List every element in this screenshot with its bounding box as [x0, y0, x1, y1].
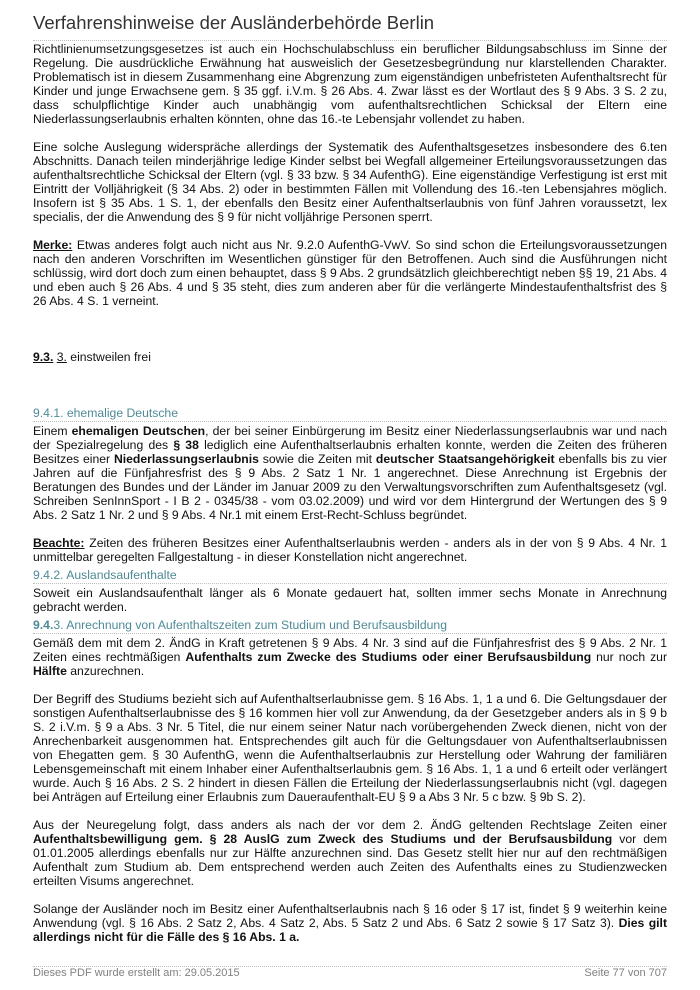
beachte-text: Zeiten des früheren Besitzes einer Aufenthaltserlaubnis werden - anders als in der von § 9 Abs. 4 Nr. 1 unmittelbar geregelten Fallgestaltung - in dieser Konstellation nicht angerechnet.	[33, 536, 667, 564]
paragraph-intro: Richtlinienumsetzungsgesetzes ist auch ein Hochschulabschluss ein beruflicher Bildungsabschluss im Sinne der Regelung. Die ausdrückliche Erwähnung hat ausweislich der Gesetzesbegründung nur klarstellenden Charakter. Problematisch ist in diesem Zusammenhang eine Abgrenzung zum eigenständigen unbefristeten Aufenthaltsrecht für Kinder und junge Erwachsene gem. § 35 ggf. i.V.m. § 26 Abs. 4. Zwar lässt es der Wortlaut des § 9 Abs. 3 S. 2 zu, dass schulpflichtige Kinder auch unabhängig vom aufenthaltsrechtlichen Schicksal der Eltern eine Niederlassungserlaubnis erhalten könnten, ohne das 16.-te Lebensjahr vollendet zu haben.	[33, 42, 667, 126]
paragraph-begriff-studium: Der Begriff des Studiums bezieht sich auf Aufenthaltserlaubnisse gem. § 16 Abs. 1, 1 a und 6. Die Geltungsdauer der sonstigen Aufenthaltserlaubnisse des § 16 kommen hier voll zur Anwendung, da der Gesetzgeber anders als in § 9 b S. 2 i.V.m. § 9 a Abs. 3 Nr. 5 Titel, die nur einem seiner Natur nach vorübergehenden Zweck dienen, nicht von der Anrechenbarkeit ausgenommen hat. Entsprechendes gilt auch für die Geltungsdauer von Aufenthaltserlaubnissen von Ehegatten gem. § 30 AufenthG, wenn die Aufenthaltserlaubnis zur Herstellung oder Wahrung der familiären Lebensgemeinschaft mit einem Inhaber einer Aufenthaltserlaubnis gem. § 16 Abs. 1, 1 a und 6 erteilt oder verlängert wurde. Auch § 16 Abs. 2 S. 2 hindert in diesen Fällen die Erteilung der Niederlassungserlaubnis nicht (vgl. dagegen bei Anträgen auf Erteilung einer Erlaubnis zum Daueraufenthalt-EU § 9 a Abs 3 Nr. 5 c bzw. § 9b S. 2).	[33, 692, 667, 804]
page-footer	[33, 966, 667, 979]
footer-page-number: Seite 77 von 707	[584, 967, 667, 979]
paragraph-merke	[33, 238, 667, 308]
section-9-3-sub: 3.	[56, 350, 67, 364]
paragraph-anrechnung: Gemäß dem mit dem 2. ÄndG in Kraft getretenen § 9 Abs. 4 Nr. 3 sind auf die Fünfjahresfrist des § 9 Abs. 2 Nr. 1 Zeiten eines rechtmäßigen Aufenthalts zum Zwecke des Studiums oder einer Berufsausbildung nur noch zur Hälfte anzurechnen.	[33, 636, 668, 678]
paragraph-beachte	[33, 536, 667, 564]
paragraph-solange: Solange der Ausländer noch im Besitz einer Aufenthaltserlaubnis nach § 16 oder § 17 ist, findet § 9 weiterhin keine Anwendung (vgl. § 16 Abs. 2 Satz 2, Abs. 4 Satz 2, Abs. 5 Satz 2 und Abs. 6 Satz 2 sowie § 17 Satz 3). Dies gilt allerdings nicht für die Fälle des § 16 Abs. 1 a.	[33, 902, 667, 944]
merke-text: Etwas anderes folgt auch nicht aus Nr. 9.2.0 AufenthG-VwV. So sind schon die Erteilungsvoraussetzungen nach den anderen Vorschriften im Wesentlichen günstiger für den Betroffenen. Auch sind die Ausführungen nicht schlüssig, wird dort doch zum einen behauptet, dass § 9 Abs. 2 grundsätzlich gleichberechtigt neben §§ 19, 21 Abs. 4 und eben auch § 26 Abs. 4 und § 35 steht, dies zum anderen aber für die verlängerte Mindestaufenthaltsfrist des § 26 Abs. 4 S. 1 verneint.	[33, 238, 667, 308]
section-9-3-number: 9.3.	[33, 350, 54, 364]
section-heading-9-4-2: 9.4.2. Auslandsaufenthalte	[33, 568, 667, 584]
section-heading-9-4-3	[33, 618, 667, 634]
section-heading-9-4-1: 9.4.1. ehemalige Deutsche	[33, 406, 667, 422]
page-header	[33, 12, 667, 41]
beachte-label: Beachte:	[33, 536, 85, 550]
paragraph-neuregelung: Aus der Neuregelung folgt, dass anders als nach der vor dem 2. ÄndG geltenden Rechtslage Zeiten einer Aufenthaltsbewilligung gem. § 28 AuslG zum Zweck des Studiums und der Berufsausbildung vor dem 01.01.2005 allerdings ebenfalls nur zur Hälfte anzurechnen sind. Das Gesetz stellt hier nur auf den rechtmäßigen Aufenthalt zum Studium ab. Dem entsprechend werden auch Zeiten des Aufenthalts eines zu Studienzwecken erteilten Visums angerechnet.	[33, 818, 667, 888]
merke-label: Merke:	[33, 238, 73, 252]
paragraph-systematik: Eine solche Auslegung widerspräche allerdings der Systematik des Aufenthaltsgesetzes insbesondere des 6.ten Abschnitts. Danach teilen minderjährige ledige Kinder selbst bei Wegfall allgemeiner Erteilungsvoraussetzungen das aufenthaltsrechtliche Schicksal der Eltern (vgl. § 33 bzw. § 34 AufenthG). Eine eigenständige Verfestigung ist erst mit Eintritt der Volljährigkeit (§ 34 Abs. 2) oder in bestimmten Fällen mit Vollendung des 16.-ten Lebensjahres möglich. Insofern ist § 35 Abs. 1 S. 1, der ebenfalls den Besitz einer Aufenthaltserlaubnis von fünf Jahren voraussetzt, lex specialis, der die Anwendung des § 9 für nicht volljährige Personen sperrt.	[33, 140, 667, 224]
section-9-4-3-number: 9.4.	[33, 618, 54, 632]
section-9-3-text: einstweilen frei	[66, 350, 151, 364]
footer-created-date: Dieses PDF wurde erstellt am: 29.05.2015	[33, 967, 240, 979]
paragraph-ehemalige-deutsche: Einem ehemaligen Deutschen, der bei seiner Einbürgerung im Besitz einer Niederlassungserlaubnis war und nach der Spezialregelung des § 38 lediglich eine Aufenthaltserlaubnis erhalten konnte, werden die Zeiten des früheren Besitzes einer Niederlassungserlaubnis sowie die Zeiten mit deutscher Staatsangehörigkeit ebenfalls bis zu vier Jahren auf die Fünfjahresfrist des § 9 Abs. 2 Satz 1 Nr. 1 angerechnet. Diese Anrechnung ist Ergebnis der Beratungen des Bundes und der Länder im Januar 2009 zu den Verwaltungsvorschriften zum Aufenthaltsgesetz (vgl. Schreiben SenInnSport - I B 2 - 0345/38 - vom 03.02.2009) und wird vor dem Hintergrund der Wertungen des § 9 Abs. 2 Satz 1 Nr. 2 und § 9 Abs. 4 Nr.1 mit einem Erst-Recht-Schluss begründet.	[33, 424, 668, 522]
section-9-3	[33, 350, 667, 364]
document-body	[33, 42, 667, 958]
paragraph-auslandsaufenthalte: Soweit ein Auslandsaufenthalt länger als 6 Monate gedauert hat, sollten immer sechs Monate in Anrechnung gebracht werden.	[33, 586, 667, 614]
document-title: Verfahrenshinweise der Ausländerbehörde Berlin	[33, 12, 435, 33]
section-9-4-3-title: 3. Anrechnung von Aufenthaltszeiten zum Studium und Berufsausbildung	[53, 618, 447, 632]
